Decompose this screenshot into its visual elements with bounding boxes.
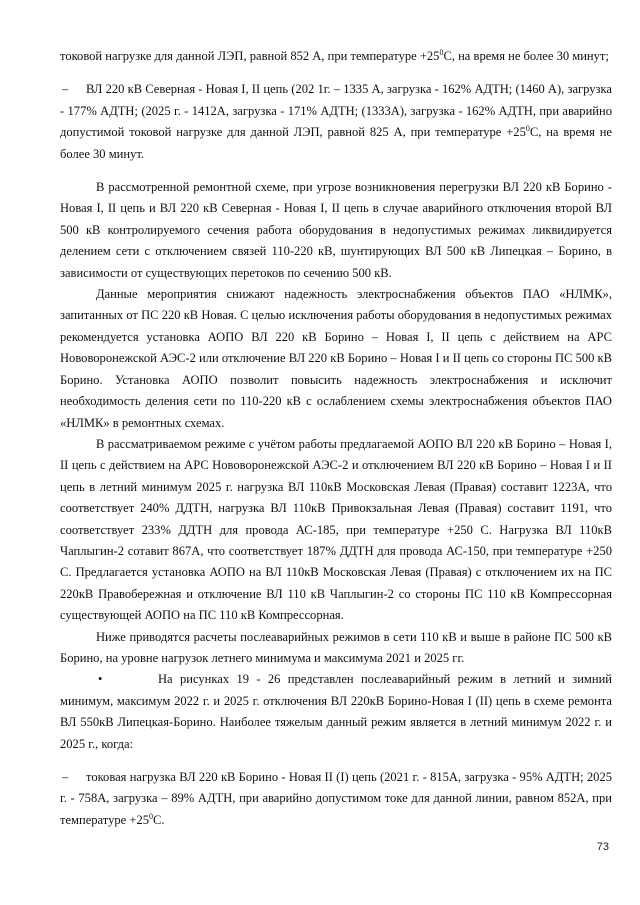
superscript: 0 xyxy=(439,48,444,57)
superscript: 0 xyxy=(525,124,530,134)
paragraph-continuation xyxy=(60,46,612,67)
paragraph-text-end: С, на время не более 30 минут; xyxy=(443,49,609,63)
bullet-list-item xyxy=(60,669,612,755)
paragraph: В рассматриваемом режиме с учётом работы предлагаемой АОПО ВЛ 220 кВ Борино – Новая I, II цепь с действием на АРС Нововоронежской АЭС-2 и отключением ВЛ 220 кВ Борино – Новая I и II цепь в летний минимум 2025 г. нагрузка ВЛ 110кВ Московская Левая (Правая) составит 1223А, что соответствует 240% ДДТН, нагрузка ВЛ 110кВ Привокзальная Левая (Правая) составит 1191, что соответствует 233% ДДТН для провода АС-185, при температуре +250 С. Нагрузка ВЛ 110кВ Чаплыгин-2 сотавит 867А, что соответствует 187% ДДТН для провода АС-150, при температуре +250 С. Предлагается установка АОПО на ВЛ 110кВ Московская Левая (Правая) с отключением их на ПС 220кВ Правобережная и отключение ВЛ 110 кВ Чаплыгин-2 со стороны ПС 110 кВ Компрессорная существующей АОПО на ПС 110 кВ Компрессорная. xyxy=(60,436,612,623)
superscript: 0 xyxy=(149,811,153,821)
list-item-text: токовая нагрузка ВЛ 220 кВ Борино - Новая II (I) цепь (2021 г. - 815А, загрузка - 95% АДТН; 2025 г. - 758А, загрузка – 89% АДТН, при аварийно допустимом токе для данной линии, равном 852А, при температуре +25 xyxy=(60,770,612,827)
document-page xyxy=(60,46,612,831)
paragraph: В рассмотренной ремонтной схеме, при угрозе возникновения перегрузки ВЛ 220 кВ Борино - Новая I, II цепь и ВЛ 220 кВ Северная - Новая I, II цепь в случае аварийного отключения второй ВЛ 500 кВ контролируемого сечения работа оборудования в недопустимых режимах ликвидируется делением сети с отключением связей 110-220 кВ, шунтирующих ВЛ 500 кВ Липецкая – Борино, в зависимости от существующих перетоков по сечению 500 кВ. xyxy=(60,180,612,280)
list-item-text-end: С, на время не более 30 минут. xyxy=(60,125,612,161)
dash-list-item xyxy=(60,79,612,165)
dash-marker: – xyxy=(62,770,69,784)
paragraph: Данные мероприятия снижают надежность электроснабжения объектов ПАО «НЛМК», запитанных от ПС 220 кВ Новая. С целью исключения работы оборудования в недопустимых режимах рекомендуется установка АОПО ВЛ 220 кВ Борино – Новая I, II цепь с действием на АРС Нововоронежской АЭС-2 или отключение ВЛ 220 кВ Борино – Новая I и II цепь со стороны ПС 500 кВ Борино. Установка АОПО позволит повысить надежность электроснабжения и исключит необходимость деления сети по 110-220 кВ с ослаблением схемы электроснабжения объектов ПАО «НЛМК» в ремонтных схемах. xyxy=(60,287,612,430)
paragraph-text: токовой нагрузке для данной ЛЭП, равной 852 А, при температуре +25 xyxy=(60,49,440,63)
bullet-marker: • xyxy=(98,672,103,687)
list-item-text: ВЛ 220 кВ Северная - Новая I, II цепь (202 1г. – 1335 А, загрузка - 162% АДТН; (1460 А), загрузка - 177% АДТН; (2025 г. - 1412А, загрузка - 171% АДТН; (1333А), загрузка - 162% АДТН, при аварийно допустимой токовой нагрузке для данной ЛЭП, равной 825 А, при температуре +25 xyxy=(60,82,612,140)
list-item-text: На рисунках 19 - 26 представлен послеаварийный режим в летний и зимний минимум, максимум 2022 г. и 2025 г. отключения ВЛ 220кВ Борино-Новая I (II) цепь в схеме ремонта ВЛ 550кВ Липецкая-Борино. Наиболее тяжелым данный режим является в летний минимум 2022 г. и 2025 г., когда: xyxy=(60,672,612,751)
dash-list-item xyxy=(60,767,612,831)
list-item-text-end: С. xyxy=(153,812,165,827)
paragraph: Ниже приводятся расчеты послеаварийных режимов в сети 110 кВ и выше в районе ПС 500 кВ Борино, на уровне нагрузок летнего минимума и максимума 2021 и 2025 гг. xyxy=(60,629,612,665)
page-number: 73 xyxy=(596,841,609,853)
dash-marker: – xyxy=(62,82,69,97)
